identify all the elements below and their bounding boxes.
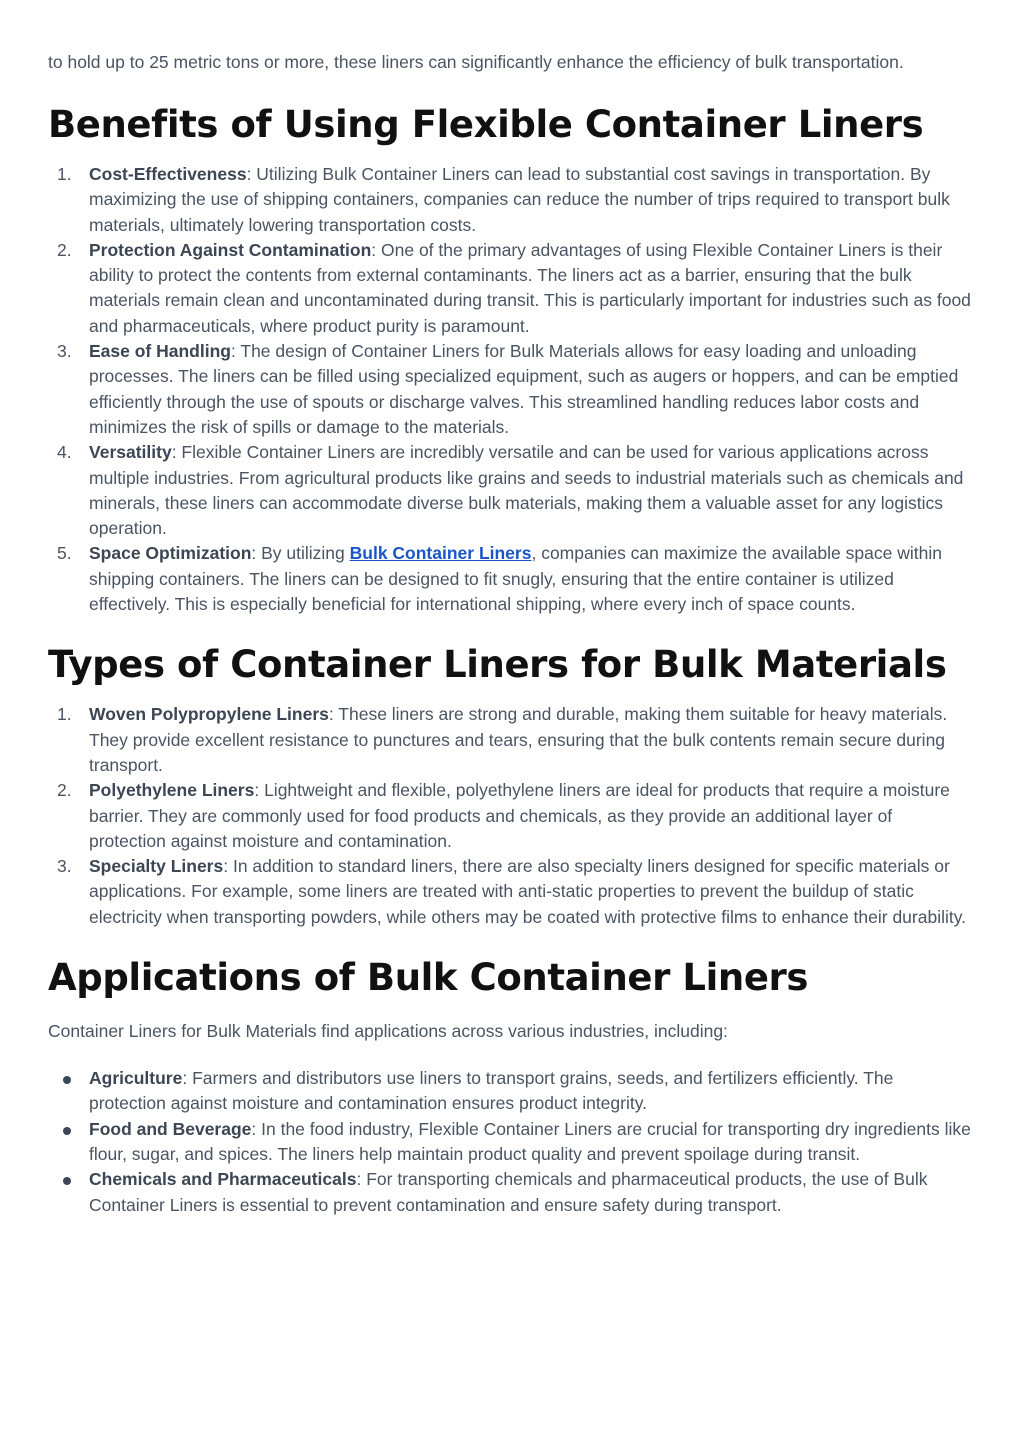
- applications-list: [48, 1066, 972, 1218]
- application-item-agriculture: [48, 1066, 972, 1117]
- list-number: 1.: [57, 164, 72, 184]
- document-page: [48, 0, 972, 1218]
- benefits-list: [48, 162, 972, 617]
- list-item-text: : For transporting chemicals and pharmaceutical products, the use of Bulk Container Liners is essential to prevent contamination and ensure safety during transport.: [89, 1169, 928, 1215]
- list-number: 3.: [57, 856, 72, 877]
- types-heading: Types of Container Liners for Bulk Materials: [48, 643, 947, 687]
- list-item-text: : In the food industry, Flexible Container Liners are crucial for transporting dry ingredients like flour, sugar, and spices. The liners help maintain product quality and prevent spoilage during transit.: [89, 1118, 971, 1164]
- list-number: 2.: [57, 780, 72, 801]
- applications-heading: Applications of Bulk Container Liners: [48, 956, 808, 1000]
- intro-paragraph: to hold up to 25 metric tons or more, these liners can significantly enhance the efficiency of bulk transportation.: [48, 52, 904, 72]
- applications-intro: Container Liners for Bulk Materials find applications across various industries, including:: [48, 1021, 728, 1042]
- application-item-food-and-beverage: [48, 1117, 972, 1168]
- list-item-text-after-link: , companies can maximize the available space within shipping containers. The liners can be designed to fit snugly, ensuring that the entire container is utilized effectively. This is especially beneficial for international shipping, where every inch of space counts.: [89, 543, 942, 615]
- list-item-text: : Farmers and distributors use liners to transport grains, seeds, and fertilizers efficiently. The protection against moisture and contamination ensures product integrity.: [89, 1068, 894, 1114]
- list-number: 2.: [57, 239, 72, 260]
- type-item-polyethylene: [48, 778, 972, 854]
- list-number: 4.: [57, 442, 72, 463]
- list-item-term: Woven Polypropylene Liners: [89, 704, 329, 725]
- list-item-term: Ease of Handling: [89, 341, 231, 362]
- list-item-text: : Utilizing Bulk Container Liners can lead to substantial cost savings in transportation. By maximizing the use of shipping containers, companies can reduce the number of trips required to transport bulk materials, ultimately lowering transportation costs.: [89, 164, 950, 235]
- benefit-item-versatility: [48, 440, 972, 541]
- bulk-container-liners-link[interactable]: Bulk Container Liners: [349, 543, 532, 564]
- list-item-term: Food and Beverage: [89, 1118, 252, 1139]
- list-item-text-before-link: : By utilizing: [251, 543, 350, 564]
- list-item-term: Specialty Liners: [89, 856, 224, 877]
- types-list: [48, 702, 972, 930]
- benefit-item-ease-of-handling: [48, 339, 972, 440]
- list-item-term: Cost-Effectiveness: [89, 164, 247, 184]
- type-item-specialty: [48, 854, 972, 930]
- list-number: 3.: [57, 341, 72, 362]
- benefit-item-space-optimization: [48, 541, 972, 617]
- list-item-term: Versatility: [89, 442, 172, 463]
- application-item-chemicals-pharmaceuticals: [48, 1167, 972, 1218]
- list-item-term: Chemicals and Pharmaceuticals: [89, 1169, 357, 1190]
- benefit-item-protection: [48, 238, 972, 339]
- list-item-text: : These liners are strong and durable, making them suitable for heavy materials. They provide excellent resistance to punctures and tears, ensuring that the bulk contents remain secure during transport.: [89, 704, 948, 775]
- list-number: 5.: [57, 543, 72, 564]
- list-item-term: Agriculture: [89, 1068, 183, 1089]
- list-item-text: : One of the primary advantages of using Flexible Container Liners is their ability to protect the contents from external contaminants. The liners act as a barrier, ensuring that the bulk materials remain clean and uncontaminated during transit. This is particularly important for industries such as food and pharmaceuticals, where product purity is paramount.: [89, 239, 971, 336]
- list-item-text: : In addition to standard liners, there are also specialty liners designed for specific materials or applications. For example, some liners are treated with anti-static properties to prevent the buildup of static electricity when transporting powders, while others may be coated with protective films to enhance their durability.: [89, 856, 967, 927]
- list-item-term: Space Optimization: [89, 543, 252, 564]
- list-item-term: Protection Against Contamination: [89, 239, 372, 260]
- benefits-heading: Benefits of Using Flexible Container Liners: [48, 103, 924, 146]
- benefit-item-cost-effectiveness: [48, 162, 972, 238]
- bullet-icon: [63, 1076, 71, 1084]
- bullet-icon: [63, 1177, 71, 1185]
- list-item-term: Polyethylene Liners: [89, 780, 255, 801]
- bullet-icon: [63, 1127, 71, 1135]
- list-item-text: : Lightweight and flexible, polyethylene liners are ideal for products that require a moisture barrier. They are commonly used for food products and chemicals, as they provide an additional layer of protection against moisture and contamination.: [89, 780, 950, 851]
- list-item-text: : Flexible Container Liners are incredibly versatile and can be used for various applications across multiple industries. From agricultural products like grains and seeds to industrial materials such as chemicals and minerals, these liners can accommodate diverse bulk materials, making them a valuable asset for any logistics operation.: [89, 442, 964, 539]
- list-item-text: : The design of Container Liners for Bulk Materials allows for easy loading and unloading processes. The liners can be filled using specialized equipment, such as augers or hoppers, and can be emptied efficiently through the use of spouts or discharge valves. This streamlined handling reduces labor costs and minimizes the risk of spills or damage to the materials.: [89, 341, 959, 437]
- type-item-woven-polypropylene: [48, 702, 972, 778]
- list-number: 1.: [57, 704, 72, 725]
